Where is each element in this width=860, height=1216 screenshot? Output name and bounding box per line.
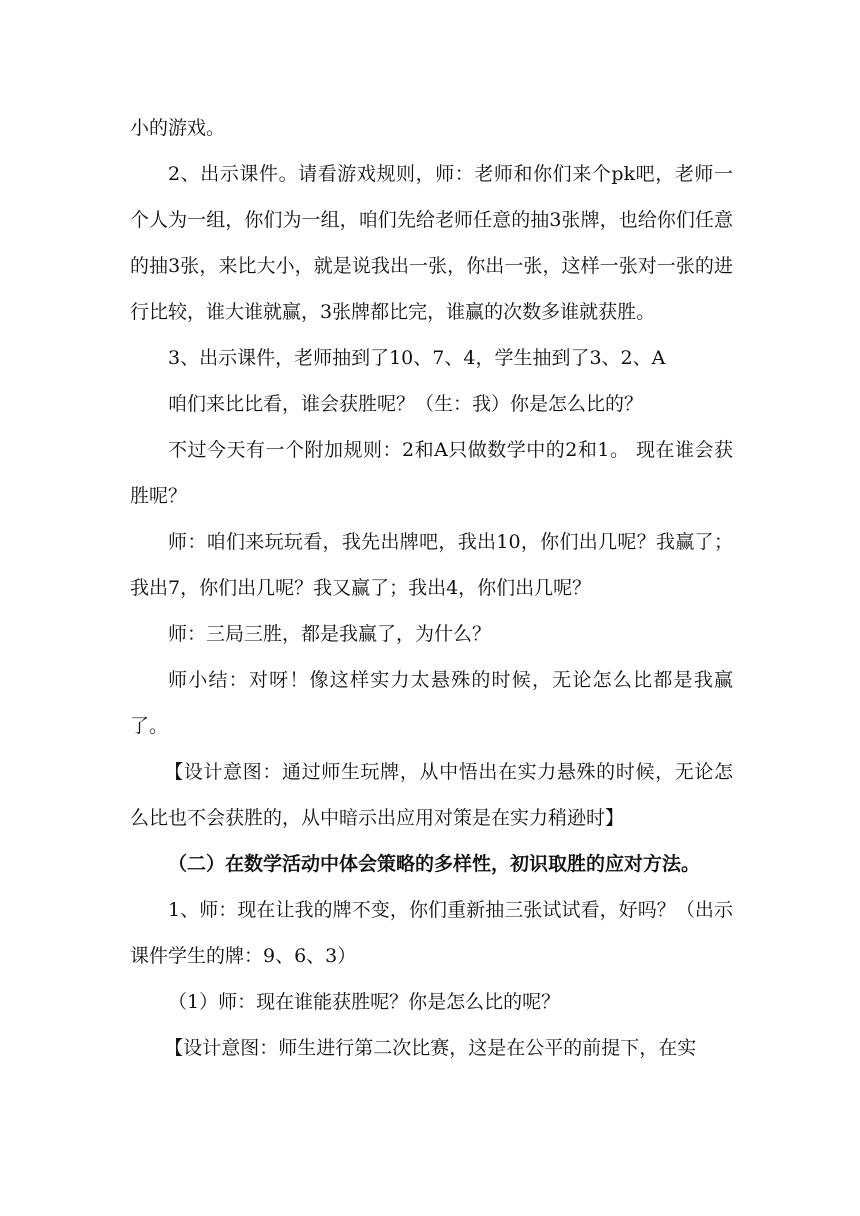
document-body [130, 105, 733, 1071]
paragraph-who-wins: 咱们来比比看，谁会获胜呢？（生：我）你是怎么比的？ [168, 393, 644, 415]
section-heading-2: （二）在数学活动中体会策略的多样性，初识取胜的应对方法。 [168, 853, 701, 875]
paragraph-play-cards: 师：咱们来玩玩看，我先出牌吧，我出10，你们出几呢？我赢了；我出7，你们出几呢？我又赢了；我出4，你们出几呢？ [130, 531, 733, 599]
paragraph-three-wins: 师：三局三胜，都是我赢了，为什么？ [168, 623, 492, 645]
paragraph-extra-rule: 不过今天有一个附加规则：2和A只做数学中的2和1。 现在谁会获胜呢？ [130, 439, 733, 507]
paragraph-game-rules: 2、出示课件。请看游戏规则，师：老师和你们来个pk吧，老师一个人为一组，你们为一组，咱们先给老师任意的抽3张牌，也给你们任意的抽3张，来比大小，就是说我出一张，你出一张，这样一张对一张的进行比较，谁大谁就赢，3张牌都比完，谁赢的次数多谁就获胜。 [130, 163, 733, 323]
paragraph-design-intent-2: 【设计意图：师生进行第二次比赛，这是在公平的前提下，在实 [164, 1037, 697, 1059]
paragraph-design-intent-1: 【设计意图：通过师生玩牌，从中悟出在实力悬殊的时候，无论怎么比也不会获胜的，从中暗示出应用对策是在实力稍逊时】 [130, 761, 733, 829]
paragraph-cards-drawn: 3、出示课件，老师抽到了10、7、4，学生抽到了3、2、A [168, 347, 666, 369]
paragraph-redraw: 1、师：现在让我的牌不变，你们重新抽三张试试看，好吗？（出示课件学生的牌：9、6、3） [130, 899, 733, 967]
paragraph-question-1: （1）师：现在谁能获胜呢？你是怎么比的呢？ [168, 991, 561, 1013]
paragraph-continuation: 小的游戏。 [130, 117, 226, 139]
paragraph-summary: 师小结：对呀！像这样实力太悬殊的时候，无论怎么比都是我赢了。 [130, 669, 733, 737]
